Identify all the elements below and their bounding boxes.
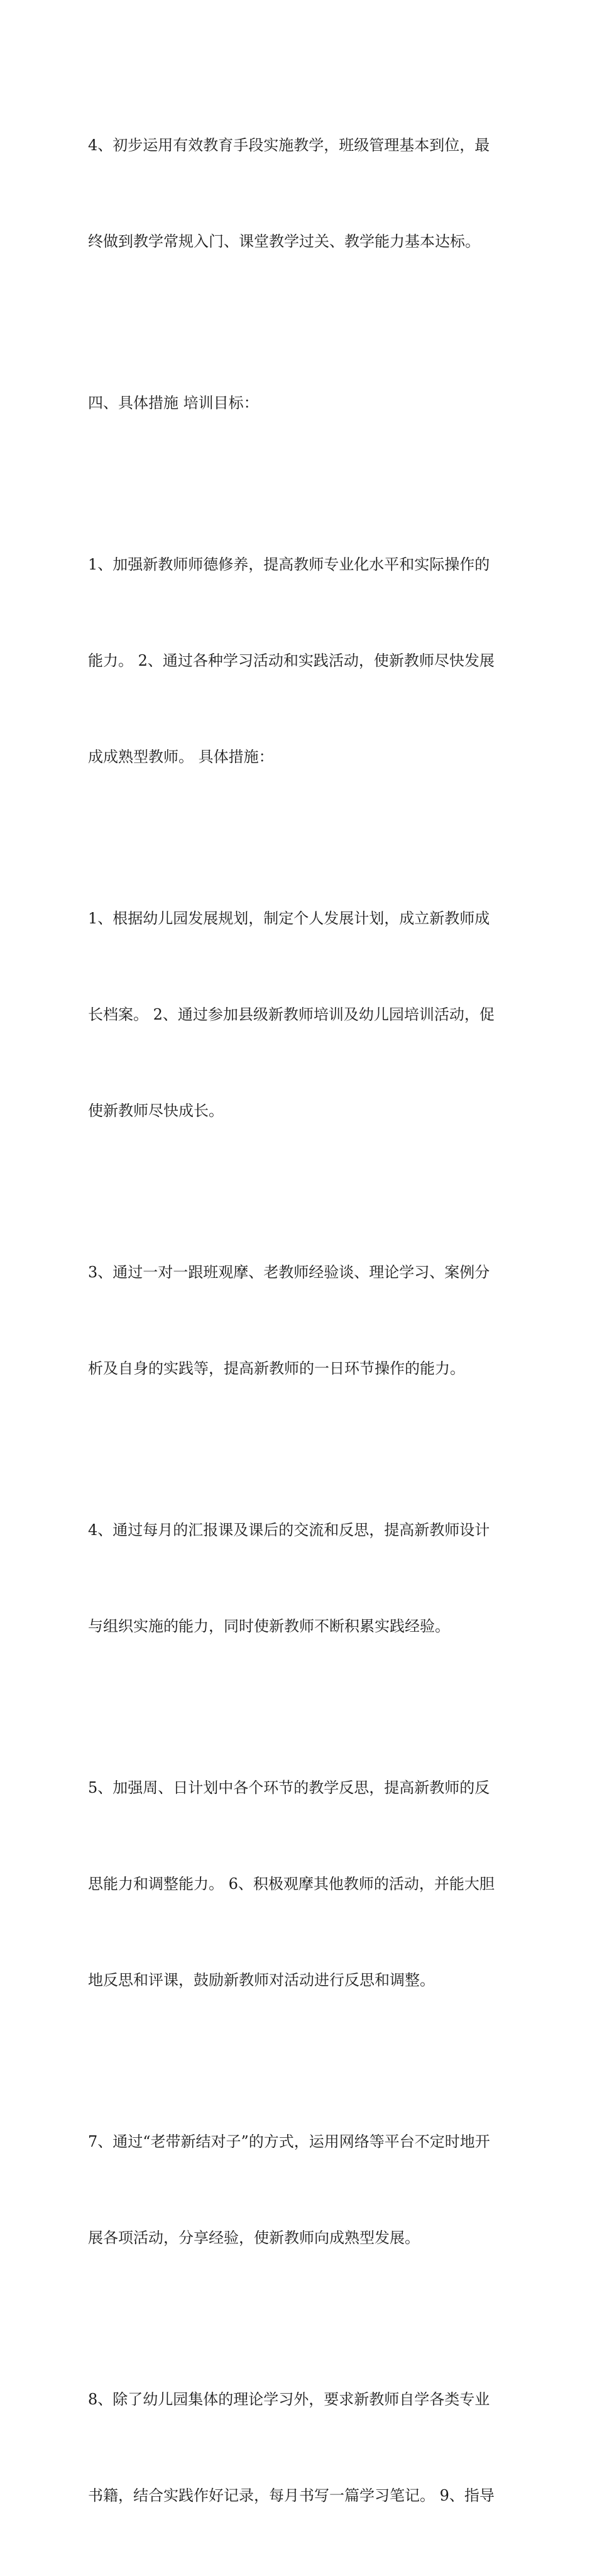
text-line: 成成熟型教师。 具体措施： [88,748,274,766]
paragraph-training-goals [88,483,515,837]
text-line: 7、通过“老带新结对子”的方式，运用网络等平台不定时地开 [88,2133,490,2150]
text-line: 四、具体措施 培训目标： [88,394,259,412]
text-line: 长档案。 2、通过参加县级新教师培训及幼儿园培训活动，促 [88,1006,495,1023]
text-line: 8、除了幼儿园集体的理论学习外，要求新教师自学各类专业 [88,2391,490,2408]
text-line: 思能力和调整能力。 6、积极观摩其他教师的活动，并能大胆 [88,1875,495,1893]
paragraph-measures-8-9 [88,2318,515,2576]
paragraph-measure-3 [88,1191,515,1449]
text-line: 析及自身的实践等，提高新教师的一日环节操作的能力。 [88,1360,465,1377]
paragraph-goal-4 [88,65,515,322]
text-line: 终做到教学常规入门、课堂教学过关、教学能力基本达标。 [88,233,480,250]
text-line: 3、通过一对一跟班观摩、老教师经验谈、理论学习、案例分 [88,1263,490,1281]
paragraph-measure-7 [88,2061,515,2318]
text-line: 地反思和评课，鼓励新教师对活动进行反思和调整。 [88,1971,435,1989]
text-line: 能力。 2、通过各种学习活动和实践活动，使新教师尽快发展 [88,652,495,669]
paragraph-measure-4 [88,1449,515,1707]
text-line: 4、通过每月的汇报课及课后的交流和反思，提高新教师设计 [88,1521,490,1539]
paragraph-measures-5-6 [88,1707,515,2061]
document-body [88,65,515,2576]
text-line: 使新教师尽快成长。 [88,1102,224,1120]
text-line: 展各项活动，分享经验，使新教师向成熟型发展。 [88,2229,420,2247]
text-line: 与组织实施的能力，同时使新教师不断积累实践经验。 [88,1617,450,1635]
section-heading-measures [88,322,515,483]
text-line: 4、初步运用有效教育手段实施教学，班级管理基本到位，最 [88,136,490,154]
text-line: 5、加强周、日计划中各个环节的教学反思，提高新教师的反 [88,1779,490,1797]
paragraph-measures-1-2 [88,837,515,1191]
text-line: 1、根据幼儿园发展规划，制定个人发展计划，成立新教师成 [88,910,490,927]
text-line: 1、加强新教师师德修养，提高教师专业化水平和实际操作的 [88,556,490,573]
text-line: 书籍，结合实践作好记录，每月书写一篇学习笔记。 9、指导 [88,2487,495,2504]
